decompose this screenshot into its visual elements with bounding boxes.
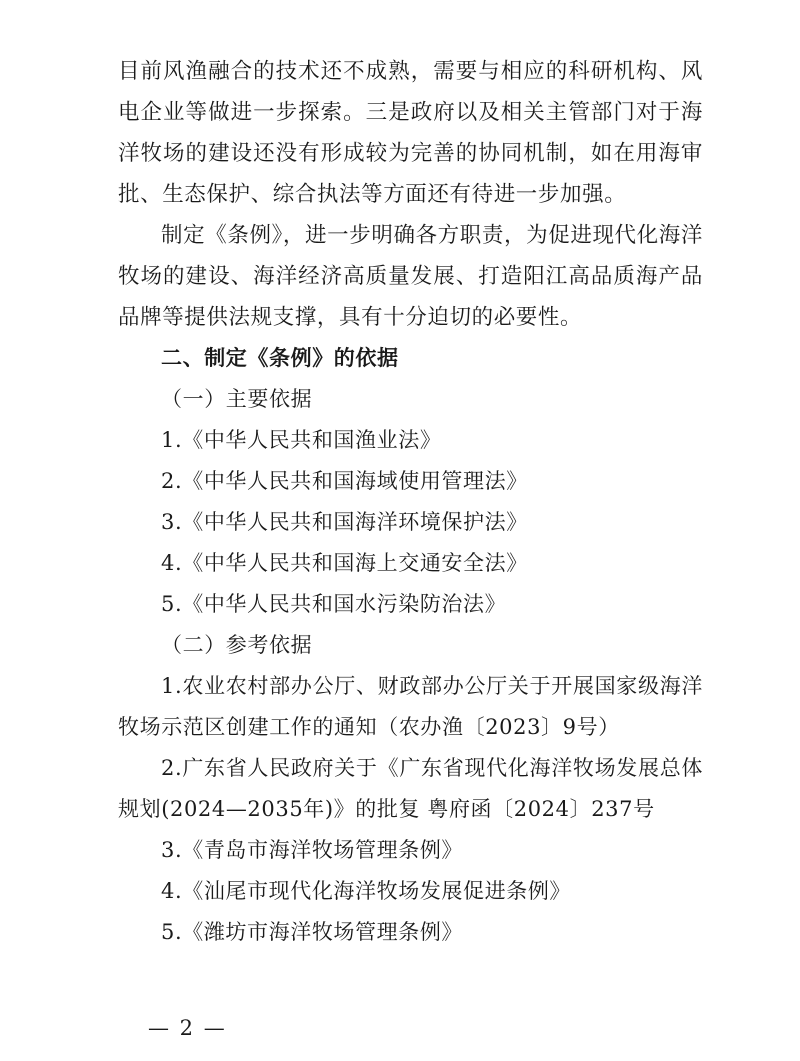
list-item: 5.《潍坊市海洋牧场管理条例》 [161, 920, 464, 944]
list-item: 3.《中华人民共和国海洋环境保护法》 [161, 510, 528, 534]
list-item: 4.《汕尾市现代化海洋牧场发展促进条例》 [161, 879, 572, 903]
list-item: 3.《青岛市海洋牧场管理条例》 [161, 838, 464, 862]
subsection-heading-main: （一）主要依据 [161, 387, 313, 411]
page-number: — 2 — [148, 1016, 227, 1040]
list-item: 4.《中华人民共和国海上交通安全法》 [161, 551, 528, 575]
list-item: 1.农业农村部办公厅、财政部办公厅关于开展国家级海洋牧场示范区创建工作的通知（农办渔〔2023〕9号） [118, 674, 703, 739]
paragraph-necessity: 制定《条例》，进一步明确各方职责，为促进现代化海洋牧场的建设、海洋经济高质量发展、打造阳江高品质海产品品牌等提供法规支撑，具有十分迫切的必要性。 [118, 223, 703, 330]
subsection-heading-ref: （二）参考依据 [161, 633, 313, 657]
list-item: 2.广东省人民政府关于《广东省现代化海洋牧场发展总体规划(2024—2035年)》的批复 粤府函〔2024〕237号 [118, 756, 703, 821]
document-body [118, 51, 703, 953]
list-item: 1.《中华人民共和国渔业法》 [161, 428, 442, 452]
paragraph-continuation: 目前风渔融合的技术还不成熟，需要与相应的科研机构、风电企业等做进一步探索。三是政府以及相关主管部门对于海洋牧场的建设还没有形成较为完善的协同机制，如在用海审批、生态保护、综合执法等方面还有待进一步加强。 [118, 59, 703, 207]
list-item: 5.《中华人民共和国水污染防治法》 [161, 592, 507, 616]
list-item: 2.《中华人民共和国海域使用管理法》 [161, 469, 528, 493]
section-heading: 二、制定《条例》的依据 [161, 346, 399, 370]
